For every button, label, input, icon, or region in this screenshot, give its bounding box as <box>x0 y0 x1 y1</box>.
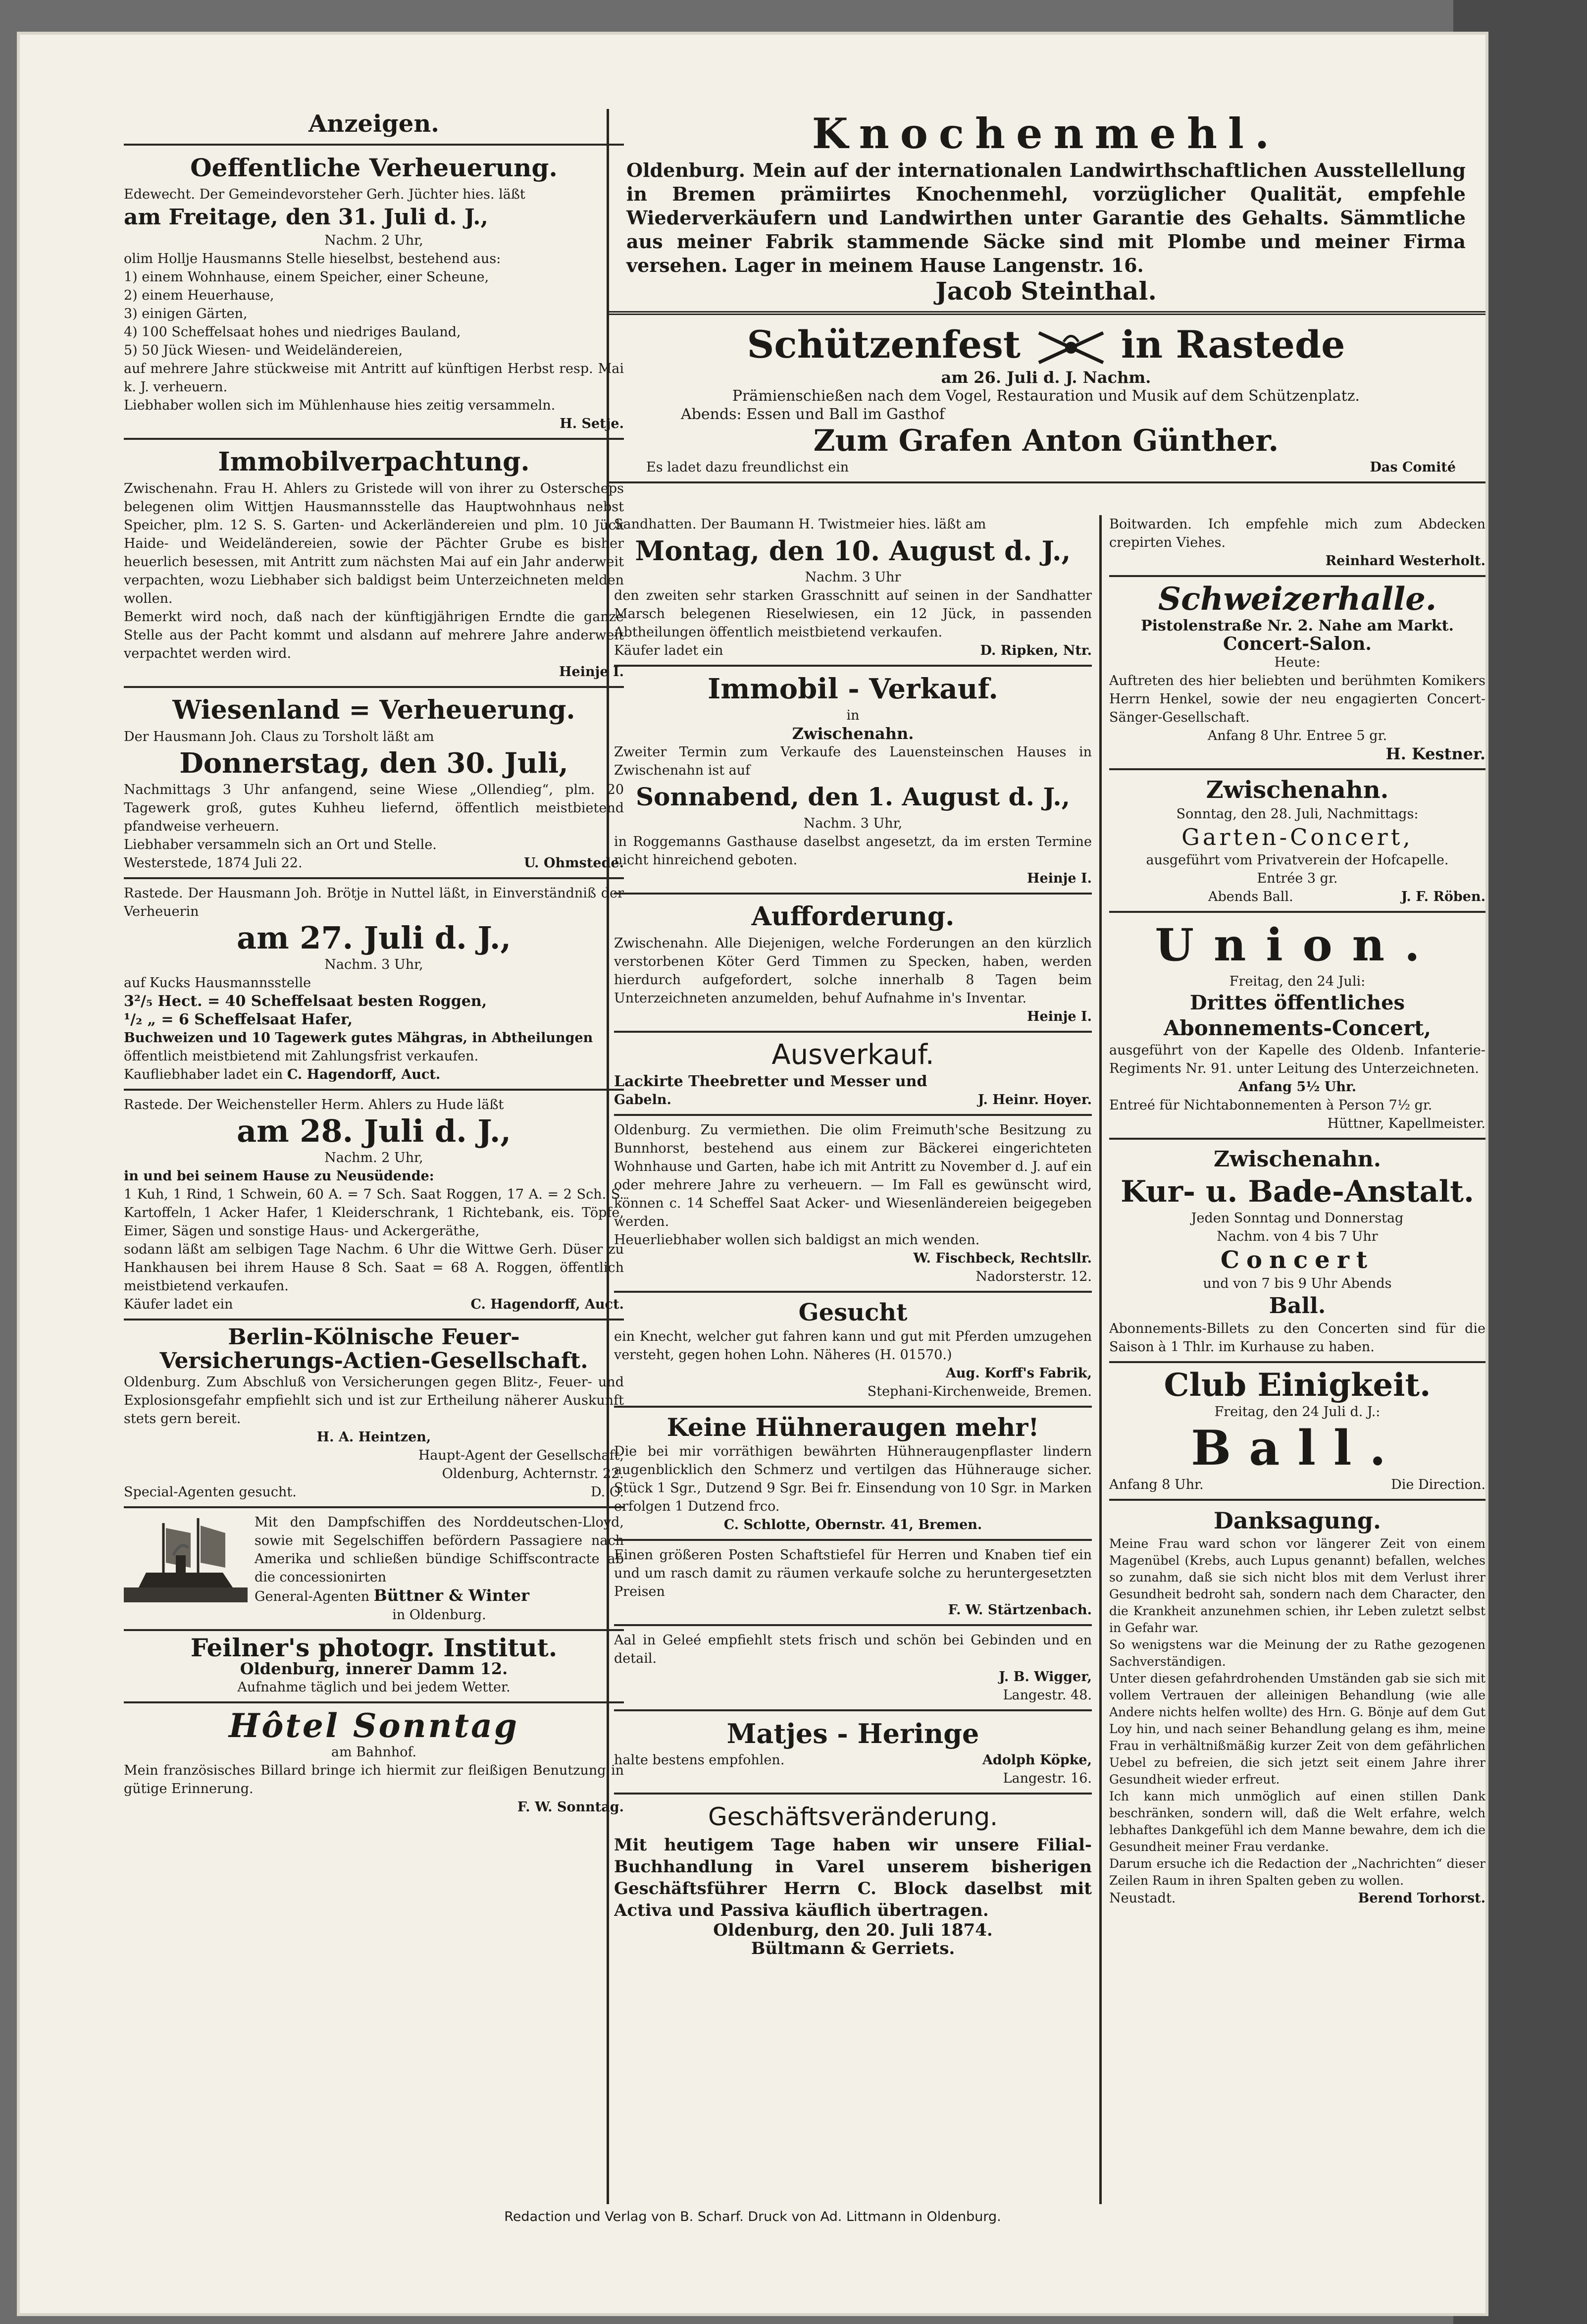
ad-title: Feilner's photogr. Institut. <box>190 1633 558 1662</box>
ad-hotel-sonntag <box>124 1708 624 1816</box>
ad-club-einigkeit <box>1109 1368 1485 1494</box>
ad-kur-bade-anstalt <box>1109 1145 1485 1356</box>
ad-text: Ich kann mich unmöglich auf einen stillen Dank beschränken, sondern will, daß die Welt erfahre, welch lebhaftes Dankgefühl ich dem Manne bewahre, dem ich die Gesundheit meiner Frau verdanke. <box>1109 1789 1485 1854</box>
ad-text: Abends: Essen und Ball im Gasthof <box>681 406 945 423</box>
ad-signature: J. Heinr. Hoyer. <box>977 1092 1092 1108</box>
ad-text: in Oldenburg. <box>392 1607 486 1623</box>
list-item: 4) 100 Scheffelsaat hohes und niedriges Bauland, <box>124 324 461 340</box>
ad-date: am 26. Juli d. J. Nachm. <box>941 368 1151 387</box>
ad-text: öffentlich meistbietend mit Zahlungsfrist verkaufen. <box>124 1049 479 1064</box>
ad-text: Edewecht. Der Gemeindevorsteher Gerh. Jüchter hies. läßt <box>124 187 525 202</box>
ad-text: Haupt-Agent der Gesellschaft, <box>418 1448 624 1463</box>
ad-signature: W. Fischbeck, Rechtsllr. <box>913 1251 1092 1266</box>
ad-text: auf mehrere Jahre stückweise mit Antritt auf künftigen Herbst resp. Mai k. J. verheuern. <box>124 361 624 395</box>
ad-text: in <box>846 708 860 723</box>
ad-text: Nachm. 2 Uhr, <box>324 233 423 248</box>
ad-signature: H. A. Heintzen, <box>316 1429 431 1445</box>
ad-title: Berlin-Kölnische Feuer- <box>228 1324 520 1350</box>
ad-signature: Berend Torhorst. <box>1358 1891 1485 1906</box>
ad-text: Meine Frau ward schon vor längerer Zeit von einem Magenübel (Krebs, auch Lupus genannt) befallen, welches so zunahm, daß sie sich nicht blos mit dem Verlust ihrer Gesundheit bedroht sah, sondern nach dem Character, den die Krankheit anzunehmen schien, ihr Leben zuletzt selbst in Gefahr war. <box>1109 1536 1485 1635</box>
ad-signature: Adolph Köpke, <box>982 1752 1092 1768</box>
ad-text: halte bestens empfohlen. <box>614 1752 785 1768</box>
ad-text: Zweiter Termin zum Verkaufe des Lauensteinschen Hauses in Zwischenahn ist auf <box>614 744 1092 778</box>
ad-abdecker <box>1109 515 1485 570</box>
ad-text: Oldenburg, innerer Damm 12. <box>240 1659 508 1678</box>
ad-signature: C. Schlotte, Obernstr. 41, Bremen. <box>723 1517 982 1532</box>
ad-signature: Heinje I. <box>1027 871 1092 886</box>
ad-title: Club Einigkeit. <box>1164 1367 1431 1404</box>
newspaper-page <box>20 35 1485 2313</box>
ad-text: Langestr. 48. <box>1003 1688 1092 1703</box>
ad-title: Schützenfest <box>747 322 1021 367</box>
ad-text: Nachm. 2 Uhr, <box>324 1150 423 1165</box>
ad-signature: Aug. Korff's Fabrik, <box>945 1366 1092 1381</box>
ad-text: Concert-Salon. <box>1223 634 1372 654</box>
ad-text: Anfang 8 Uhr. Entree 5 gr. <box>1207 728 1387 743</box>
ad-text: 3²/₅ Hect. = 40 Scheffelsaat besten Roggen, <box>124 993 487 1010</box>
list-item: 1) einem Wohnhause, einem Speicher, einer Scheune, <box>124 269 489 285</box>
ad-text: So wenigstens war die Meinung der zu Rathe gezogenen Sachverständigen. <box>1109 1637 1485 1669</box>
ad-footer-line <box>124 854 624 872</box>
ad-title: Immobilverpachtung. <box>218 447 530 477</box>
ad-title: Gesucht <box>798 1299 908 1326</box>
ad-text: Nachm. von 4 bis 7 Uhr <box>1217 1229 1378 1244</box>
ad-signature: C. Hagendorff, Auct. <box>287 1067 441 1082</box>
ad-matjes <box>614 1716 1092 1788</box>
ad-signature: Das Comité <box>1370 460 1456 475</box>
ad-footer-line <box>1109 1889 1485 1907</box>
ad-signature: F. W. Stärtzenbach. <box>948 1602 1092 1618</box>
ad-zu-vermiethen <box>614 1121 1092 1286</box>
ad-text: olim Hollje Hausmanns Stelle hieselbst, bestehend aus: <box>124 251 501 266</box>
ad-text: Mein französisches Billard bringe ich hiermit zur fleißigen Benutzung in gütige Erinnerung. <box>124 1763 624 1796</box>
ad-title: Keine Hühneraugen mehr! <box>666 1413 1039 1442</box>
ad-signature: Bültmann & Gerriets. <box>751 1939 955 1958</box>
ad-text: am Bahnhof. <box>331 1744 417 1760</box>
ad-signature: D. Ripken, Ntr. <box>980 643 1092 658</box>
ad-text: General-Agenten <box>255 1589 370 1604</box>
ad-text: Oldenburg, Achternstr. 22. <box>442 1466 624 1481</box>
ad-text: Freitag, den 24 Juli d. J.: <box>1214 1404 1381 1420</box>
ad-text: Lackirte Theebretter und Messer und <box>614 1073 927 1090</box>
ad-text: Liebhaber versammeln sich an Ort und Stelle. <box>124 837 437 852</box>
ad-title: Union. <box>1155 919 1440 971</box>
ad-ausverkauf <box>614 1038 1092 1109</box>
top-spanning-ads <box>607 109 1485 515</box>
ad-footer-line <box>607 458 1485 476</box>
ad-text: Entreé für Nichtabonnementen à Person 7½ gr. <box>1109 1098 1433 1113</box>
ad-title: Knochenmehl. <box>812 109 1280 158</box>
ad-text: Aal in Geleé empfiehlt stets frisch und schön bei Gebinden und en detail. <box>614 1633 1092 1666</box>
ad-text: Abonnements-Concert, <box>1163 1016 1432 1040</box>
ad-title: Matjes - Heringe <box>726 1718 979 1749</box>
ad-schaftstiefel <box>614 1546 1092 1619</box>
ad-text: Zwischenahn. <box>792 724 914 743</box>
ad-text: Abonnements-Billets zu den Concerten sind für die Saison à 1 Thlr. im Kurhause zu haben. <box>1109 1321 1485 1355</box>
ad-feilner <box>124 1633 624 1696</box>
ad-text: sodann läßt am selbigen Tage Nachm. 6 Uhr die Wittwe Gerh. Düser zu Hankhausen bei ihrem Hause 8 Sch. Saat = 68 A. Roggen, öffentlich meistbietend verkaufen. <box>124 1242 624 1294</box>
ad-signature: J. F. Röben. <box>1401 889 1485 904</box>
fest-heading <box>607 321 1485 369</box>
ad-text: Anfang 8 Uhr. <box>1109 1477 1204 1492</box>
ad-text: Oldenburg. Zum Abschluß von Versicherungen gegen Blitz-, Feuer- und Explosionsgefahr empfiehlt sich und ist zur Ertheilung näherer Auskunft stets gern bereit. <box>124 1374 624 1426</box>
ad-text: Bemerkt wird noch, daß nach der künftigjährigen Erndte die ganze Stelle aus der Pacht kommt und alsdann auf mehrere Jahre anderweit verpachtet werden wird. <box>124 609 624 661</box>
ad-text: Abends Ball. <box>1208 889 1293 904</box>
ad-signature: Heinje I. <box>1027 1009 1092 1024</box>
ad-text: Langestr. 16. <box>1003 1771 1092 1786</box>
ad-text: Zwischenahn. Frau H. Ahlers zu Gristede will von ihrer zu Osterscheps belegenen olim Wittjen Hausmannsstelle das Hauptwohnhaus nebst Speicher, plm. 12 S. S. Garten- und Ackerländereien und plm. 10 Jück Haide- und Weideländereien, sowie der Pächter Grube es bisher heuerlich besessen, mit Antritt zum nächsten Mai auf ein Jahr anderweit verpachten, wozu Liebhaber sich baldigst beim Unterzeichneten melden wollen. <box>124 481 624 606</box>
ad-signature: Die Direction. <box>1391 1477 1485 1492</box>
ad-text: Es ladet dazu freundlichst ein <box>646 460 849 475</box>
ad-text: Die bei mir vorräthigen bewährten Hühneraugenpflaster lindern augenblicklich den Schmerz und vertilgen das Hühnerauge sicher. Stück 1 Sgr., Dutzend 9 Sgr. Bei fr. Einsendung von 10 Sgr. in Marken erfolgen 1 Dutzend frco. <box>614 1444 1092 1514</box>
ad-text: Rastede. Der Hausmann Joh. Brötje in Nuttel läßt, in Einverständniß der Verheuerin <box>124 886 624 919</box>
ad-rastede-broetje <box>124 884 624 1084</box>
ad-text: Anfang 5½ Uhr. <box>1238 1079 1357 1095</box>
ad-immobilverpachtung <box>124 445 624 681</box>
ad-signature: Büttner & Winter <box>373 1586 529 1605</box>
ad-title: Danksagung. <box>1214 1507 1381 1534</box>
ad-text: Ball. <box>1191 1420 1404 1476</box>
ad-text: Heuerliebhaber wollen sich baldigst an mich wenden. <box>614 1232 980 1248</box>
ad-text: den zweiten sehr starken Grasschnitt auf seinen in der Sandhatter Marsch belegenen Rieselwiesen, ein 12 Jück, in passenden Abtheilungen öffentlich meistbietend verkaufen. <box>614 588 1092 640</box>
list-item: 2) einem Heuerhause, <box>124 288 274 303</box>
ad-lloyd <box>124 1513 624 1624</box>
ad-date: am 28. Juli d. J., <box>236 1113 512 1149</box>
ad-title: Wiesenland = Verheuerung. <box>172 695 575 725</box>
ad-title: Schweizerhalle. <box>1158 581 1437 618</box>
ad-text: Käufer ladet ein <box>124 1297 233 1312</box>
ad-text: Nadorsterstr. 12. <box>975 1269 1092 1284</box>
ad-text: ausgeführt von der Kapelle des Oldenb. Infanterie-Regiments Nr. 91. unter Leitung des Unterzeichneten. <box>1109 1043 1485 1076</box>
ad-date: Montag, den 10. August d. J., <box>635 535 1071 567</box>
crossed-rifles-icon <box>1034 328 1108 368</box>
right-column <box>1109 515 1485 2204</box>
ad-text: 1 Kuh, 1 Rind, 1 Schwein, 60 A. = 7 Sch. Saat Roggen, 17 A. = 2 Sch. S. Kartoffeln, 1 Acker Hafer, 1 Kleiderschrank, 1 Richtebank, eis. Töpfe, Eimer, Sägen und sonstige Haus- und Ackergeräthe, <box>124 1187 624 1239</box>
ad-signature: H. Kestner. <box>1385 744 1485 763</box>
ad-title: Oeffentliche Verheuerung. <box>190 153 558 182</box>
ad-signature: C. Hagendorff, Auct. <box>470 1297 624 1312</box>
ad-text: Jeden Sonntag und Donnerstag <box>1191 1211 1404 1226</box>
ad-text: Mit den Dampfschiffen des Norddeutschen-Lloyd, sowie mit Segelschiffen befördern Passagiere nach Amerika und schließen bündige Schiffscontracte ab die concessionirten <box>255 1515 624 1585</box>
ad-date: am 27. Juli d. J., <box>236 920 512 956</box>
ad-text: Special-Agenten gesucht. <box>124 1484 297 1500</box>
ad-text: Entrée 3 gr. <box>1257 871 1338 886</box>
ad-text: Pistolenstraße Nr. 2. Nahe am Markt. <box>1141 617 1454 634</box>
ad-footer-line <box>124 1065 624 1084</box>
ad-text: Darum ersuche ich die Redaction der „Nachrichten“ dieser Zeilen Raum in ihren Spalten geben zu wollen. <box>1109 1856 1485 1888</box>
ad-text: Liebhaber wollen sich im Mühlenhause hies zeitig versammeln. <box>124 398 556 413</box>
middle-column <box>614 515 1092 2204</box>
ad-text: Nachm. 3 Uhr <box>805 570 901 585</box>
ad-signature: U. Ohmstede. <box>524 855 624 871</box>
ad-text: ein Knecht, welcher gut fahren kann und gut mit Pferden umzugehen versteht, gegen hohen Lohn. Näheres (H. 01570.) <box>614 1329 1092 1363</box>
ad-title: Ausverkauf. <box>771 1039 934 1071</box>
ad-text: Stephani-Kirchenweide, Bremen. <box>867 1384 1092 1399</box>
ad-venue: Zum Grafen Anton Günther. <box>813 423 1279 458</box>
ad-signature: Reinhard Westerholt. <box>1325 553 1485 569</box>
ad-text: Oldenburg. Mein auf der internationalen Landwirthschaftlichen Ausstellellung in Bremen prämiirtes Knochenmehl, vorzüglicher Qualität, empfehle Wiederverkäufern und Landwirthen unter Garantie des Gehalts. Sämmtliche aus meiner Fabrik stammende Säcke sind mit Plombe und meiner Firma versehen. Lager in meinem Hause Langenstr. 16. <box>626 159 1466 276</box>
ship-icon <box>124 1513 248 1612</box>
list-item: 3) einigen Gärten, <box>124 306 248 321</box>
ad-title: Geschäftsveränderung. <box>708 1802 998 1831</box>
ad-date: Donnerstag, den 30. Juli, <box>179 747 568 780</box>
ad-immobil-verkauf <box>614 672 1092 888</box>
ad-title: Zwischenahn. <box>1213 1147 1382 1172</box>
ad-date: Sonnabend, den 1. August d. J., <box>635 782 1071 811</box>
ad-text: Boitwarden. Ich empfehle mich zum Abdecken crepirten Viehes. <box>1109 517 1485 550</box>
ad-footer-line <box>124 1483 624 1501</box>
ad-text: ¹/₂ „ = 6 Scheffelsaat Hafer, <box>124 1011 353 1028</box>
ad-footer-line <box>614 1091 1092 1109</box>
ad-title: Aufforderung. <box>751 901 955 932</box>
ad-signature: Jacob Steinthal. <box>935 276 1157 306</box>
ad-footer-line <box>614 641 1092 660</box>
ad-footer-line <box>614 1751 1092 1769</box>
ad-zwischenahn-concert <box>1109 775 1485 906</box>
ad-text: ausgeführt vom Privatverein der Hofcapelle. <box>1146 852 1449 868</box>
ad-signature: J. B. Wigger, <box>999 1669 1092 1685</box>
ad-text: in Roggemanns Gasthause daselbst angesetzt, da im ersten Termine nicht hinreichend geboten. <box>614 834 1092 868</box>
ad-text: Ball. <box>1269 1293 1326 1319</box>
ad-text: Kaufliebhaber ladet ein <box>124 1067 283 1082</box>
ad-title: in Rastede <box>1121 322 1345 367</box>
ad-text: Käufer ladet ein <box>614 643 723 658</box>
ad-text: Garten-Concert, <box>1181 824 1413 850</box>
ad-verheuerung <box>124 151 624 433</box>
ad-footer-line <box>124 1295 624 1314</box>
ad-date: am Freitage, den 31. Juli d. J., <box>124 205 488 230</box>
ad-text: in und bei seinem Hause zu Neusüdende: <box>124 1168 434 1184</box>
ad-signature: Heinje I. <box>559 664 624 680</box>
ad-text: Rastede. Der Weichensteller Herm. Ahlers zu Hude läßt <box>124 1097 504 1112</box>
ad-aal <box>614 1631 1092 1704</box>
ad-signature: F. W. Sonntag. <box>517 1799 624 1815</box>
ad-text: Buchweizen und 10 Tagewerk gutes Mähgras, in Abtheilungen <box>124 1030 593 1046</box>
ad-text: Nachmittags 3 Uhr anfangend, seine Wiese „Ollendieg“, plm. 20 Tagewerk groß, gutes Kuhheu liefernd, öffentlich meistbietend pfandweise verheuern. <box>124 782 624 834</box>
left-column <box>124 109 624 2204</box>
imprint-footer: Redaction und Verlag von B. Scharf. Druck von Ad. Littmann in Oldenburg. <box>504 2209 1001 2224</box>
ad-text: Sandhatten. Der Baumann H. Twistmeier hies. läßt am <box>614 517 986 532</box>
ad-text: Zwischenahn. Alle Diejenigen, welche Forderungen an den kürzlich verstorbenen Köter Gerd Timmen zu Specken, haben, werden hierdurch aufgefordert, solche innerhalb 8 Tagen beim Unterzeichneten anzumelden, behuf Aufnahme in's Inventar. <box>614 936 1092 1006</box>
ad-text: und von 7 bis 9 Uhr Abends <box>1203 1276 1392 1291</box>
list-item: 5) 50 Jück Wiesen- und Weideländereien, <box>124 343 403 358</box>
ad-text: Sonntag, den 28. Juli, Nachmittags: <box>1176 806 1419 822</box>
ad-text: auf Kucks Hausmannsstelle <box>124 975 311 991</box>
ad-rastede-ahlers <box>124 1096 624 1314</box>
ad-text: Gabeln. <box>614 1092 671 1108</box>
ad-feuerversicherung <box>124 1325 624 1501</box>
ad-footer-line <box>1109 1476 1485 1494</box>
ad-text: Freitag, den 24 Juli: <box>1229 974 1366 989</box>
ad-title: Immobil - Verkauf. <box>708 673 998 705</box>
ad-union <box>1109 918 1485 1133</box>
ad-footer-line <box>1109 888 1485 906</box>
ad-danksagung <box>1109 1506 1485 1907</box>
ad-text: Der Hausmann Joh. Claus zu Torsholt läßt am <box>124 729 434 744</box>
ad-text: Neustadt. <box>1109 1891 1176 1906</box>
ad-aufforderung <box>614 899 1092 1026</box>
ad-text: Unter diesen gefahrdrohenden Umständen gab sie sich mit vollem Vertrauen der alleinigen Behandlung (wie alle Andere nichts helfen wollte) des Hrn. G. Bönje auf dem Gut Loy hin, und nach seiner Behandlung gelang es ihm, meine Frau in verhältnißmäßig kurzer Zeit von dem gefährlichen Uebel zu befreien, die sich jetzt seit einem Jahre ihrer Gesundheit wieder erfreut. <box>1109 1671 1485 1787</box>
ad-text: Nachm. 3 Uhr, <box>803 816 903 831</box>
ad-wiesenland <box>124 693 624 872</box>
ad-text: Drittes öffentliches <box>1189 991 1405 1014</box>
ad-schweizerhalle <box>1109 582 1485 763</box>
ad-title: Kur- u. Bade-Anstalt. <box>1121 1174 1474 1209</box>
ad-text: Oldenburg. Zu vermiethen. Die olim Freimuth'sche Besitzung zu Bunnhorst, bestehend aus einem zur Bäckerei eingerichteten Wohnhause und Garten, habe ich mit Antritt zu November d. J. auf ein oder mehrere Jahre zu verheuern. — Im Fall es gewünscht wird, können c. 14 Scheffel Saat Acker- und Wiesenländereien beigegeben werden. <box>614 1122 1092 1229</box>
ad-signature: Hüttner, Kapellmeister. <box>1327 1116 1485 1131</box>
ad-text: Prämienschießen nach dem Vogel, Restauration und Musik auf dem Schützenplatz. <box>732 387 1360 405</box>
ad-title: Zwischenahn. <box>1206 776 1389 804</box>
ad-date: Oldenburg, den 20. Juli 1874. <box>713 1920 993 1940</box>
ad-place-date: Westerstede, 1874 Juli 22. <box>124 855 303 871</box>
ad-text: Einen größeren Posten Schaftstiefel für Herren und Knaben tief ein und um rasch damit zu räumen verkaufe solche zu heruntergesetzten Preisen <box>614 1547 1092 1599</box>
ad-signature: H. Setje. <box>560 416 624 431</box>
ad-sandhatten <box>614 515 1092 660</box>
section-title: Anzeigen. <box>308 110 439 138</box>
ad-title: Versicherungs-Actien-Gesellschaft. <box>159 1348 588 1373</box>
ad-gesucht <box>614 1298 1092 1401</box>
ad-text: Aufnahme täglich und bei jedem Wetter. <box>237 1680 511 1695</box>
ad-text: Heute: <box>1274 655 1321 670</box>
ad-text: Auftreten des hier beliebten und berühmten Komikers Herrn Henkel, sowie der neu engagierten Concert-Sänger-Gesellschaft. <box>1109 673 1485 725</box>
ad-text: D. O. <box>591 1484 624 1500</box>
ad-huehneraugen <box>614 1413 1092 1534</box>
ad-text: Nachm. 3 Uhr, <box>324 957 423 972</box>
ad-geschaeftsveraenderung <box>614 1799 1092 1958</box>
ad-text: Concert <box>1220 1246 1375 1274</box>
ad-text: Mit heutigem Tage haben wir unsere Filial-Buchhandlung in Varel unserem bisherigen Geschäftsführer Herrn C. Block daselbst mit Activa und Passiva käuflich übertragen. <box>614 1835 1092 1920</box>
column-rule-2 <box>1099 515 1102 2204</box>
ad-title: Hôtel Sonntag <box>229 1706 519 1745</box>
